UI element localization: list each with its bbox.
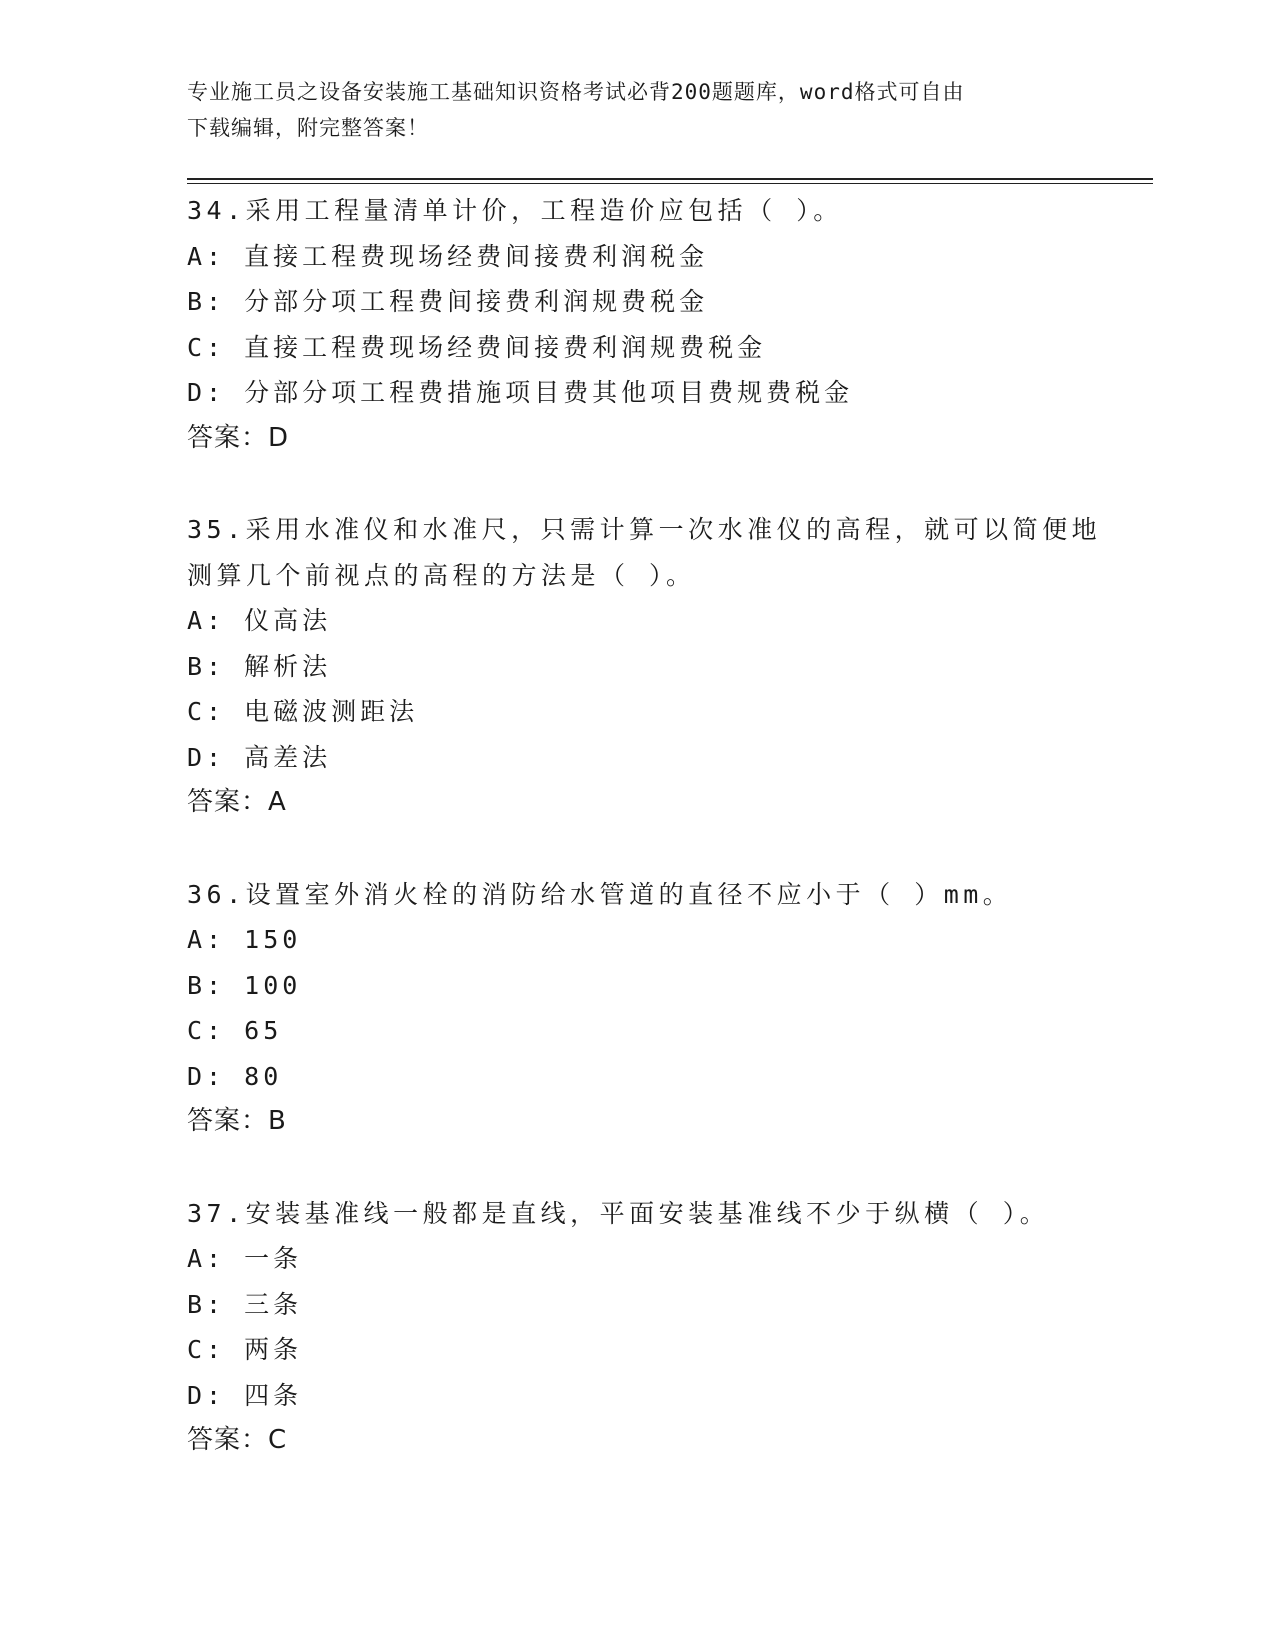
question-stem — [187, 507, 1127, 598]
question-36 — [187, 872, 1127, 1145]
option-b: B: 三条 — [187, 1289, 303, 1319]
stem-line: 37.安装基准线一般都是直线，平面安装基准线不少于纵横（ ）。 — [187, 1198, 1050, 1228]
question-37 — [187, 1191, 1127, 1464]
option-c: C: 直接工程费现场经费间接费利润规费税金 — [187, 332, 767, 362]
option-c: C: 65 — [187, 1016, 283, 1045]
option-d: D: 分部分项工程费措施项目费其他项目费规费税金 — [187, 378, 854, 407]
question-stem — [187, 872, 1127, 918]
header-line: 专业施工员之设备安装施工基础知识资格考试必背200题题库，word格式可自由 — [187, 80, 965, 104]
answer-line: 答案：C — [187, 1425, 288, 1455]
answer-line: 答案：D — [187, 422, 290, 453]
question-34 — [187, 188, 1127, 461]
stem-line: 35.采用水准仪和水准尺，只需计算一次水准仪的高程，就可以简便地 — [187, 515, 1102, 544]
option-b: B: 解析法 — [187, 651, 332, 681]
option-c: C: 电磁波测距法 — [187, 697, 419, 726]
stem-line: 34.采用工程量清单计价，工程造价应包括（ ）。 — [187, 196, 843, 225]
option-a: A: 150 — [187, 925, 302, 954]
answer-line: 答案：B — [187, 1106, 287, 1136]
option-b: B: 分部分项工程费间接费利润规费税金 — [187, 287, 709, 316]
header-line: 下载编辑，附完整答案！ — [187, 116, 429, 140]
header-divider-thin — [187, 183, 1153, 184]
stem-line: 36.设置室外消火栓的消防给水管道的直径不应小于（ ）mm。 — [187, 879, 1013, 909]
option-d: D: 80 — [187, 1061, 283, 1091]
question-35 — [187, 507, 1127, 826]
option-a: A: 一条 — [187, 1244, 303, 1273]
option-a: A: 直接工程费现场经费间接费利润税金 — [187, 241, 709, 271]
header-divider — [187, 178, 1153, 180]
option-d: D: 四条 — [187, 1380, 303, 1410]
question-stem — [187, 1191, 1127, 1237]
option-b: B: 100 — [187, 970, 302, 1000]
option-a: A: 仪高法 — [187, 606, 332, 635]
question-list — [187, 188, 1127, 1510]
question-stem — [187, 188, 1127, 234]
option-c: C: 两条 — [187, 1335, 303, 1364]
document-header — [187, 74, 1087, 146]
answer-line: 答案：A — [187, 787, 287, 817]
option-d: D: 高差法 — [187, 742, 332, 772]
stem-line: 测算几个前视点的高程的方法是（ ）。 — [187, 560, 696, 590]
